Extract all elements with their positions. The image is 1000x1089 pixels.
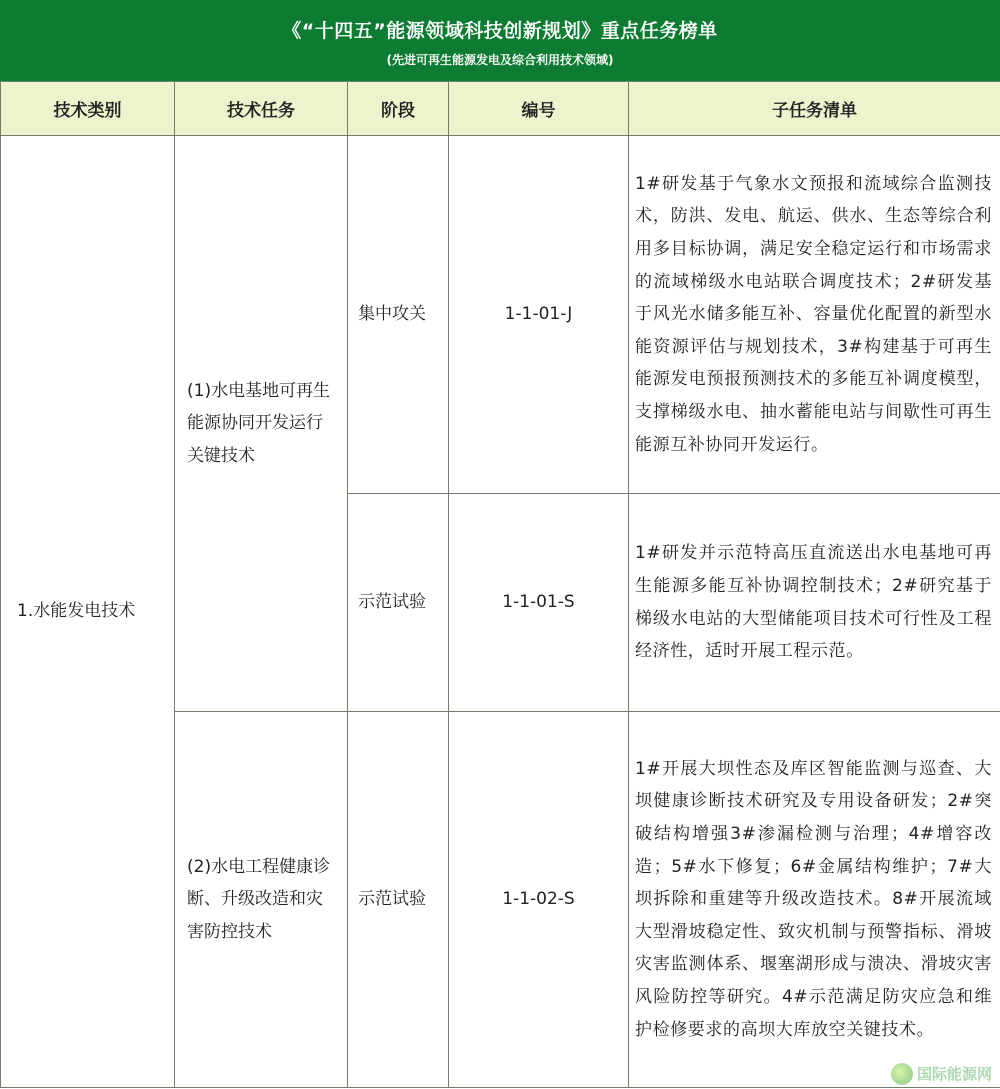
column-header-task: 技术任务 xyxy=(175,82,348,136)
table-row xyxy=(1,136,1000,494)
category-cell: 1.水能发电技术 xyxy=(1,136,175,1088)
table-header-row xyxy=(1,82,1000,136)
column-header-subtasks: 子任务清单 xyxy=(629,82,1000,136)
task-cell: (2)水电工程健康诊断、升级改造和灾害防控技术 xyxy=(175,712,348,1088)
column-header-category: 技术类别 xyxy=(1,82,175,136)
code-cell: 1-1-01-J xyxy=(449,136,629,494)
code-cell: 1-1-02-S xyxy=(449,712,629,1088)
subtask-list-cell: 1#开展大坝性态及库区智能监测与巡查、大坝健康诊断技术研究及专用设备研发；2#突破结构增强3#渗漏检测与治理；4#增容改造；5#水下修复；6#金属结构维护；7#大坝拆除和重建等升级改造技术。8#开展流域大型滑坡稳定性、致灾机制与预警指标、滑坡灾害监测体系、堰塞湖形成与溃决、滑坡灾害风险防控等研究。4#示范满足防灾应急和维护检修要求的高坝大库放空关键技术。 xyxy=(629,712,1000,1088)
subtask-list-cell: 1#研发并示范特高压直流送出水电基地可再生能源多能互补协调控制技术；2#研究基于梯级水电站的大型储能项目技术可行性及工程经济性，适时开展工程示范。 xyxy=(629,494,1000,712)
watermark xyxy=(891,1063,992,1086)
task-table xyxy=(0,81,1000,1088)
stage-cell: 集中攻关 xyxy=(348,136,449,494)
stage-cell: 示范试验 xyxy=(348,712,449,1088)
code-cell: 1-1-01-S xyxy=(449,494,629,712)
title-bar xyxy=(0,0,1000,81)
watermark-text: 国际能源网 xyxy=(916,1064,992,1083)
page-title: 《“十四五”能源领域科技创新规划》重点任务榜单 xyxy=(282,20,718,42)
page-subtitle: (先进可再生能源发电及综合利用技术领域) xyxy=(386,53,614,67)
watermark-logo-icon xyxy=(891,1063,913,1085)
task-cell: (1)水电基地可再生能源协同开发运行关键技术 xyxy=(175,136,348,712)
column-header-stage: 阶段 xyxy=(348,82,449,136)
column-header-code: 编号 xyxy=(449,82,629,136)
subtask-list-cell: 1#研发基于气象水文预报和流域综合监测技术，防洪、发电、航运、供水、生态等综合利用多目标协调，满足安全稳定运行和市场需求的流域梯级水电站联合调度技术；2#研发基于风光水储多能互补、容量优化配置的新型水能资源评估与规划技术，3#构建基于可再生能源发电预报预测技术的多能互补调度模型，支撑梯级水电、抽水蓄能电站与间歇性可再生能源互补协同开发运行。 xyxy=(629,136,1000,494)
stage-cell: 示范试验 xyxy=(348,494,449,712)
